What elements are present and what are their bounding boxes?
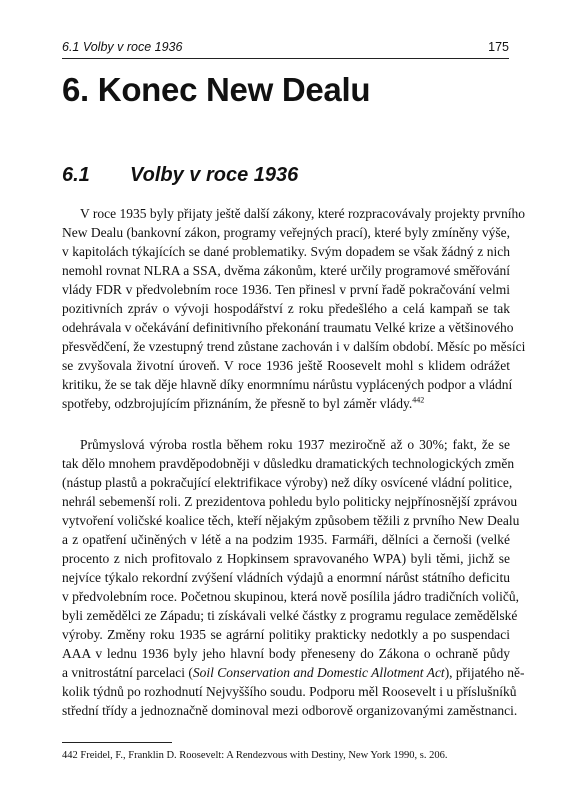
text-line: (nástup plastů a pokračující elektrifikace výroby) než díky osvícené vládní politice, — [62, 475, 513, 490]
text-line: střední třídy a jednoznačně dominoval mezi odborově organizovanými zaměstnanci. — [62, 703, 518, 718]
paragraph-2 — [62, 435, 525, 720]
act-name: Soil Conservation and Domestic Allotment Act — [192, 665, 445, 680]
text-line: nejvíce týkalo rekordní zvýšení vládních výdajů a enormní nárůst státního deficitu — [62, 570, 510, 585]
text-line: výroby. Změny roku 1935 se agrární politiky prakticky nedotkly a po suspendaci — [62, 627, 510, 642]
text-line: byli zemědělci ze Západu; ti získávali velké částky z programu regulace zemědělské — [62, 608, 518, 623]
section-heading — [62, 164, 298, 187]
text-line: odehrávala v očekávání definitivního překonání traumatu Velké krize a většinového — [62, 320, 514, 335]
running-head-section: 6.1 Volby v roce 1936 — [62, 40, 183, 54]
page-number: 175 — [488, 40, 509, 54]
text-line: pozitivních zpráv o vývoji hospodářství z roku předešlého a celá kampaň se tak — [62, 301, 510, 316]
text-line: New Dealu (bankovní zákon, programy veřejných prací), které byly zmíněny výše, — [62, 225, 510, 240]
text-line: přesvědčení, že vzestupný trend zůstane zachován i v dalším období. Měsíc po měsíci — [62, 339, 526, 354]
text-line: v kapitolách týkajících se dané problematiky. Svým dopadem se však žádný z nich — [62, 244, 510, 259]
footnote-separator — [62, 742, 172, 743]
footnote-reference[interactable]: 442 — [412, 395, 425, 405]
text-line: kritiku, že se tak děje hlavně díky enormnímu nárůstu vyplácených podpor a vládní — [62, 377, 513, 392]
text-line: AAA v lednu 1936 byly jeho hlavní body přeneseny do Zákona o ochraně půdy — [62, 646, 510, 661]
running-head — [62, 38, 509, 59]
chapter-title: 6. Konec New Dealu — [62, 71, 371, 108]
footnote: 442 Freidel, F., Franklin D. Roosevelt: A Rendezvous with Destiny, New York 1990, s. 206. — [62, 750, 448, 761]
text-line — [62, 394, 510, 413]
text-line: v předvolebním roce. Početnou skupinou, která nově posílila jádro tradičních voličů, — [62, 589, 520, 604]
text-line: kolik týdnů po rozhodnutí Nejvyššího soudu. Podporu měl Roosevelt i u příslušníků — [62, 684, 517, 699]
section-title: Volby v roce 1936 — [130, 164, 299, 186]
text-line: a z opatření učiněných v létě a na podzim 1935. Farmáři, dělníci a černoši (velké — [62, 532, 510, 547]
paragraph-1 — [62, 204, 526, 413]
text-line: Průmyslová výroba rostla během roku 1937 meziročně až o 30%; fakt, že se — [80, 437, 510, 452]
text-line: tak dělo mnohem pravděpodobněji v důsledku dramatických technologických změn — [62, 456, 515, 471]
text-line-content: spotřeby, odzbrojujícím přiznáním, že přesně to byl záměr vlády. — [62, 396, 413, 411]
text-line: vlády FDR v předvolebním roce 1936. Ten přinesl v první řadě pokračování velmi — [62, 282, 510, 297]
text-line: V roce 1935 byly přijaty ještě další zákony, které rozpracovávaly projekty prvního — [80, 206, 525, 221]
text-line: procento z nich profitovalo z Hopkinsem spravovaného WPA) byli těmi, jichž se — [62, 551, 510, 566]
text-line: a vnitrostátní parcelaci (Soil Conservation and Domestic Allotment Act), přijatého ně- — [62, 665, 525, 680]
text-line: nehrál sebemenší roli. Z prezidentova pohledu bylo politicky nejpřínosnější zprávou — [62, 494, 518, 509]
text-line: vytvoření voličské koalice těch, kteří nějakým způsobem těžili z prvního New Dealu — [62, 513, 520, 528]
text-line: se zvyšovala životní úroveň. V roce 1936 ještě Roosevelt mohl s klidem odrážet — [62, 358, 510, 373]
text-line: nemohl rovnat NLRA a SSA, dvěma zákonům, které určily programové směřování — [62, 263, 510, 278]
section-number: 6.1 — [62, 164, 90, 186]
